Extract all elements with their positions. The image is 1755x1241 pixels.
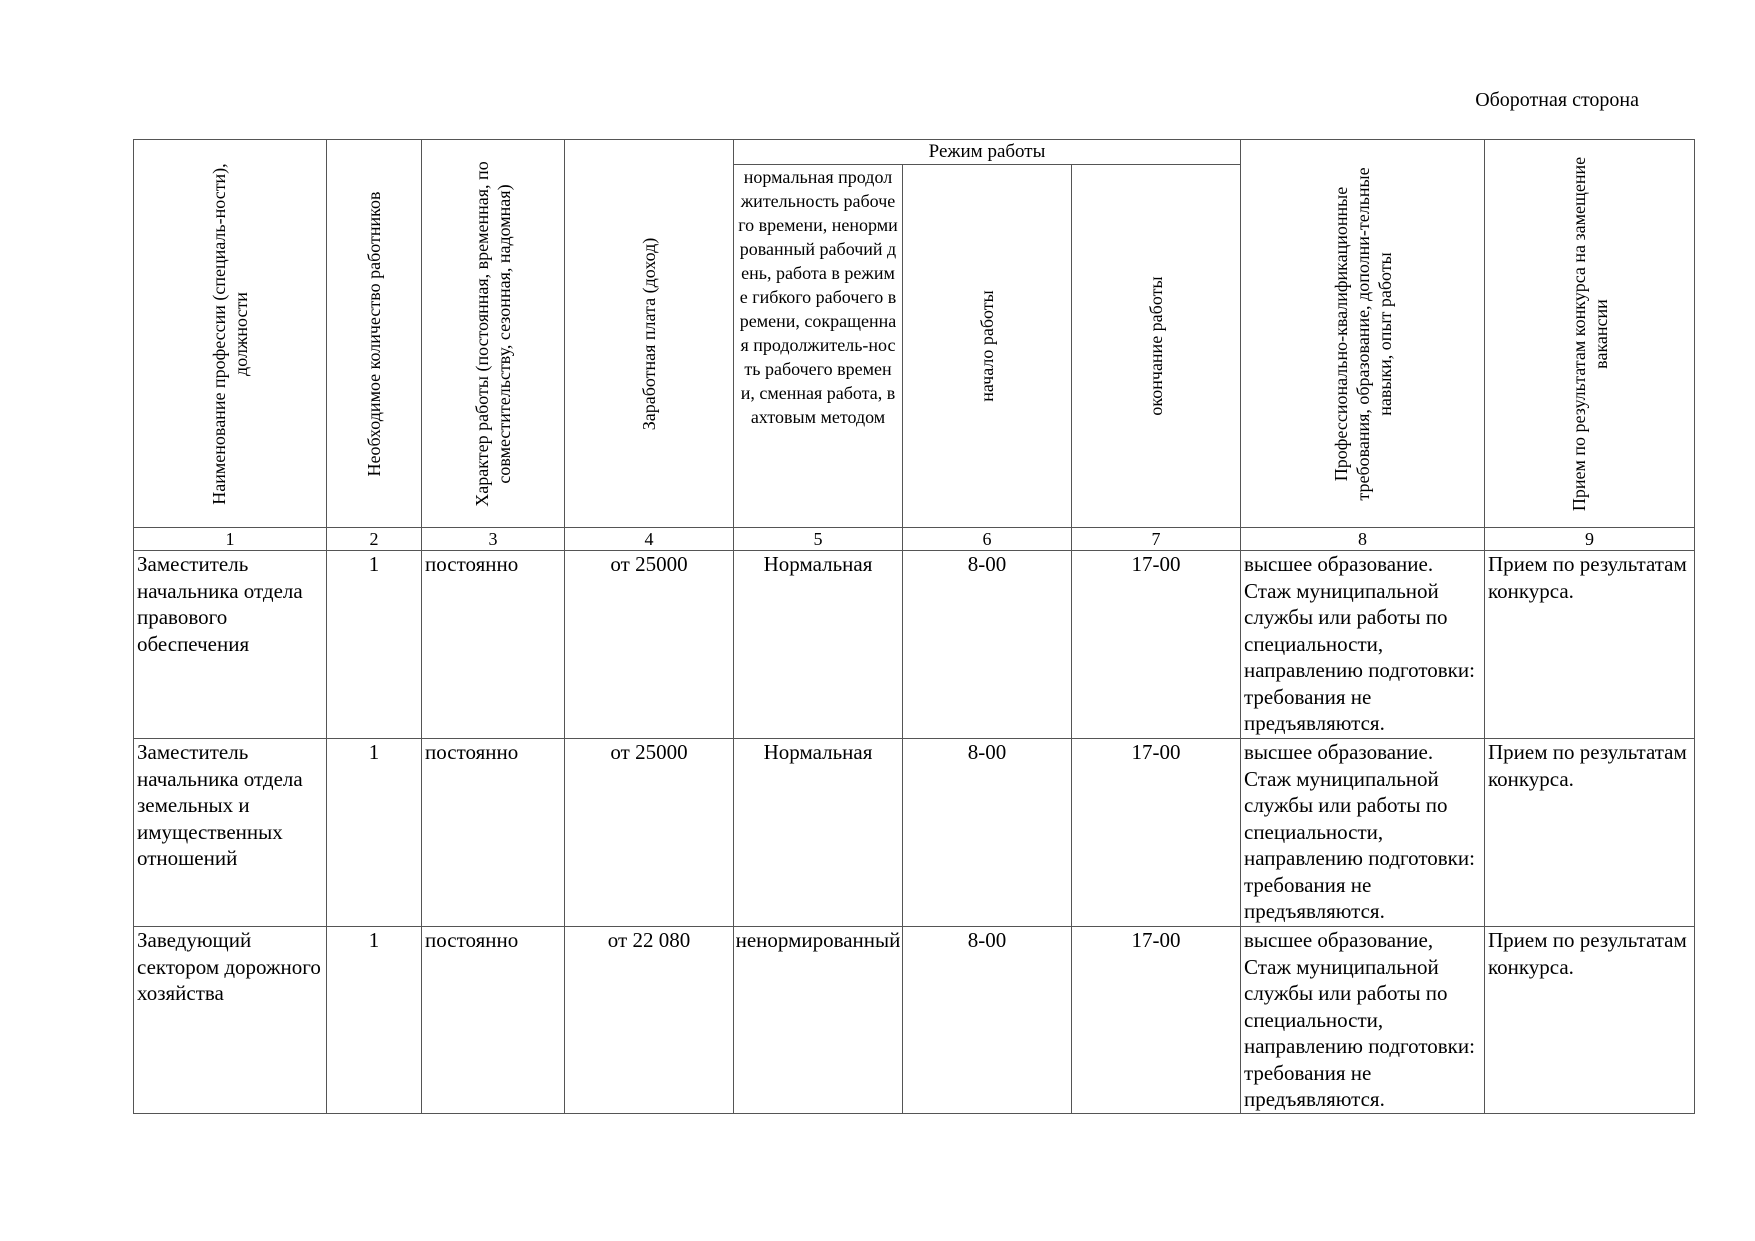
column-number: 3 bbox=[422, 528, 565, 551]
table-row bbox=[134, 739, 1695, 927]
admission-cell: Прием по результатам конкурса. bbox=[1485, 551, 1695, 739]
position-cell: Заместитель начальника отдела правового обеспечения bbox=[134, 551, 327, 739]
admission-cell: Прием по результатам конкурса. bbox=[1485, 739, 1695, 927]
column-number: 6 bbox=[903, 528, 1072, 551]
header-col-9-label: Прием по результатам конкурса на замещение вакансии bbox=[1568, 156, 1611, 511]
column-number: 8 bbox=[1241, 528, 1485, 551]
header-col-5-label: нормальная продолжительность рабочего времени, ненормированный рабочий день, работа в режиме гибкого рабочего времени, сокращенная продолжитель-ность рабочего времени, сменная работа, вахтовым методом bbox=[738, 167, 898, 427]
page-side-label: Оборотная сторона bbox=[1475, 89, 1639, 111]
mode-cell: ненормированный bbox=[734, 927, 903, 1114]
header-row-top bbox=[134, 140, 1695, 165]
column-number: 4 bbox=[565, 528, 734, 551]
character-cell: постоянно bbox=[422, 927, 565, 1114]
count-cell: 1 bbox=[327, 551, 422, 739]
admission-cell: Прием по результатам конкурса. bbox=[1485, 927, 1695, 1114]
salary-cell: от 25000 bbox=[565, 739, 734, 927]
table-row bbox=[134, 927, 1695, 1114]
start-time-cell: 8-00 bbox=[903, 927, 1072, 1114]
header-col-3-label: Характер работы (постоянная, временная, по совместительству, сезонная, надомная) bbox=[472, 160, 514, 507]
position-cell: Заведующий сектором дорожного хозяйства bbox=[134, 927, 327, 1114]
column-number: 1 bbox=[134, 528, 327, 551]
position-cell: Заместитель начальника отдела земельных и имущественных отношений bbox=[134, 739, 327, 927]
requirements-text: высшее образование. Стаж муниципальной службы или работы по специальности, направлению подготовки: требования не предъявляются. bbox=[1244, 740, 1475, 923]
mode-cell: Нормальная bbox=[734, 551, 903, 739]
column-number: 2 bbox=[327, 528, 422, 551]
start-time-cell: 8-00 bbox=[903, 551, 1072, 739]
header-work-regime: Режим работы bbox=[734, 140, 1241, 165]
end-time-cell: 17-00 bbox=[1072, 739, 1241, 927]
requirements-cell bbox=[1241, 551, 1485, 739]
requirements-cell bbox=[1241, 927, 1485, 1114]
header-col-8 bbox=[1241, 140, 1485, 528]
header-col-7-label: окончание работы bbox=[1146, 276, 1166, 416]
header-col-6-label: начало работы bbox=[977, 290, 997, 402]
header-col-1 bbox=[134, 140, 327, 528]
header-col-2-label: Необходимое количество работников bbox=[364, 191, 384, 476]
column-number: 5 bbox=[734, 528, 903, 551]
header-col-3 bbox=[422, 140, 565, 528]
end-time-cell: 17-00 bbox=[1072, 927, 1241, 1114]
requirements-cell bbox=[1241, 739, 1485, 927]
header-col-6 bbox=[903, 165, 1072, 528]
header-col-7 bbox=[1072, 165, 1241, 528]
header-col-1-label: Наименование профессии (специаль-ности), должности bbox=[209, 162, 251, 505]
vacancy-table bbox=[133, 139, 1695, 1114]
header-col-9 bbox=[1485, 140, 1695, 528]
mode-cell: Нормальная bbox=[734, 739, 903, 927]
header-col-2 bbox=[327, 140, 422, 528]
header-col-4 bbox=[565, 140, 734, 528]
end-time-cell: 17-00 bbox=[1072, 551, 1241, 739]
count-cell: 1 bbox=[327, 739, 422, 927]
requirements-text: высшее образование, Стаж муниципальной службы или работы по специальности, направлению подготовки: требования не предъявляются. bbox=[1244, 928, 1475, 1111]
requirements-text: высшее образование. Стаж муниципальной службы или работы по специальности, направлению подготовки: требования не предъявляются. bbox=[1244, 552, 1475, 735]
column-number: 7 bbox=[1072, 528, 1241, 551]
column-number-row bbox=[134, 528, 1695, 551]
character-cell: постоянно bbox=[422, 551, 565, 739]
header-col-4-label: Заработная плата (доход) bbox=[639, 237, 659, 430]
start-time-cell: 8-00 bbox=[903, 739, 1072, 927]
character-cell: постоянно bbox=[422, 739, 565, 927]
header-col-5 bbox=[734, 165, 903, 528]
salary-cell: от 22 080 bbox=[565, 927, 734, 1114]
header-col-8-label: Профессионально-квалификационные требования, образование, дополни-тельные навыки, опыт работы bbox=[1330, 166, 1395, 501]
column-number: 9 bbox=[1485, 528, 1695, 551]
salary-cell: от 25000 bbox=[565, 551, 734, 739]
table-row bbox=[134, 551, 1695, 739]
count-cell: 1 bbox=[327, 927, 422, 1114]
